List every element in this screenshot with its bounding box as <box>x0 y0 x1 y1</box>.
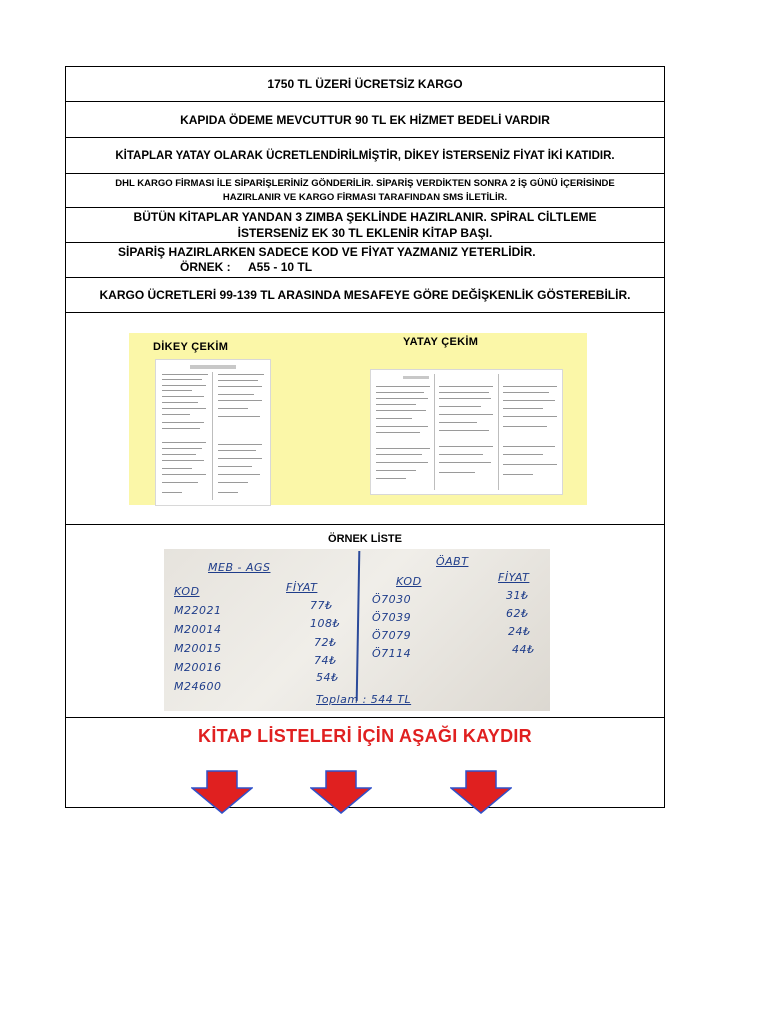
example-code: A55 - 10 TL <box>248 260 313 274</box>
order-notice <box>66 243 664 278</box>
left-row-price: 108₺ <box>310 617 340 630</box>
right-row-price: 62₺ <box>506 607 529 620</box>
binding-text-line2: İSTERSENİZ EK 30 TL EKLENİR KİTAP BAŞI. <box>237 226 493 240</box>
dhl-text-line1: DHL KARGO FİRMASI İLE SİPARİŞLERİNİZ GÖNDERİLİR. SİPARİŞ VERDİKTEN SONRA 2 İŞ GÜNÜ İÇERİSİNDE <box>115 177 615 189</box>
pricing-text: KİTAPLAR YATAY OLARAK ÜCRETLENDİRİLMİŞTİR, DİKEY İSTERSENİZ FİYAT İKİ KATIDIR. <box>115 149 615 162</box>
left-row-price: 54₺ <box>316 671 339 684</box>
orientation-panel <box>129 333 587 505</box>
shipping-fee-notice <box>66 278 664 313</box>
example-label: ÖRNEK : <box>180 260 231 274</box>
left-fiyat-label: FİYAT <box>286 581 318 594</box>
left-heading: MEB - AGS <box>208 561 271 574</box>
right-row-code: Ö7030 <box>372 593 412 606</box>
order-example <box>118 260 312 275</box>
down-arrow-icon <box>450 770 512 814</box>
right-row-code: Ö7079 <box>372 629 412 642</box>
binding-notice <box>66 208 664 243</box>
sample-list-section <box>66 525 664 718</box>
right-row-price: 44₺ <box>512 643 535 656</box>
left-row-price: 77₺ <box>310 599 333 612</box>
right-row-price: 24₺ <box>508 625 531 638</box>
scroll-cue-text: KİTAP LİSTELERİ İÇİN AŞAĞI KAYDIR <box>198 726 532 746</box>
right-row-code: Ö7039 <box>372 611 412 624</box>
horizontal-label: YATAY ÇEKİM <box>403 336 479 348</box>
left-kod-label: KOD <box>174 585 200 598</box>
right-row-price: 31₺ <box>506 589 529 602</box>
free-shipping-notice <box>66 67 664 102</box>
right-fiyat-label: FİYAT <box>498 571 530 584</box>
left-row-code: M20014 <box>174 623 222 636</box>
dhl-text-line2: HAZIRLANIR VE KARGO FİRMASI TARAFINDAN SMS İLETİLİR. <box>222 191 508 203</box>
pricing-notice <box>66 138 664 174</box>
left-row-code: M20016 <box>174 661 222 674</box>
shipping-fee-text: KARGO ÜCRETLERİ 99-139 TL ARASINDA MESAFEYE GÖRE DEĞİŞKENLİK GÖSTEREBİLİR. <box>99 288 631 302</box>
free-shipping-text: 1750 TL ÜZERİ ÜCRETSİZ KARGO <box>267 77 463 91</box>
photo-divider <box>356 551 361 701</box>
right-heading: ÖABT <box>436 555 469 568</box>
left-row-code: M24600 <box>174 680 222 693</box>
cod-text: KAPIDA ÖDEME MEVCUTTUR 90 TL EK HİZMET BEDELİ VARDIR <box>180 112 550 127</box>
down-arrow-icon <box>191 770 253 814</box>
scroll-cue-section <box>66 718 664 807</box>
vertical-page-image <box>155 359 271 506</box>
cod-notice <box>66 102 664 138</box>
left-row-code: M22021 <box>174 604 222 617</box>
orientation-example <box>66 313 664 525</box>
right-kod-label: KOD <box>396 575 422 588</box>
binding-text-line1: BÜTÜN KİTAPLAR YANDAN 3 ZIMBA ŞEKLİNDE HAZIRLANIR. SPİRAL CİLTLEME <box>133 210 597 224</box>
info-sheet <box>65 66 665 808</box>
left-row-price: 72₺ <box>314 636 337 649</box>
sample-list-title: ÖRNEK LİSTE <box>328 533 402 545</box>
left-row-price: 74₺ <box>314 654 337 667</box>
horizontal-page-image <box>370 369 563 495</box>
right-row-code: Ö7114 <box>372 647 412 660</box>
sample-total: Toplam : 544 TL <box>316 693 412 706</box>
dhl-notice <box>66 174 664 208</box>
sample-list-photo <box>164 549 550 711</box>
down-arrow-icon <box>310 770 372 814</box>
left-row-code: M20015 <box>174 642 222 655</box>
order-text: SİPARİŞ HAZIRLARKEN SADECE KOD VE FİYAT YAZMANIZ YETERLİDİR. <box>118 245 536 259</box>
vertical-label: DİKEY ÇEKİM <box>153 341 229 353</box>
